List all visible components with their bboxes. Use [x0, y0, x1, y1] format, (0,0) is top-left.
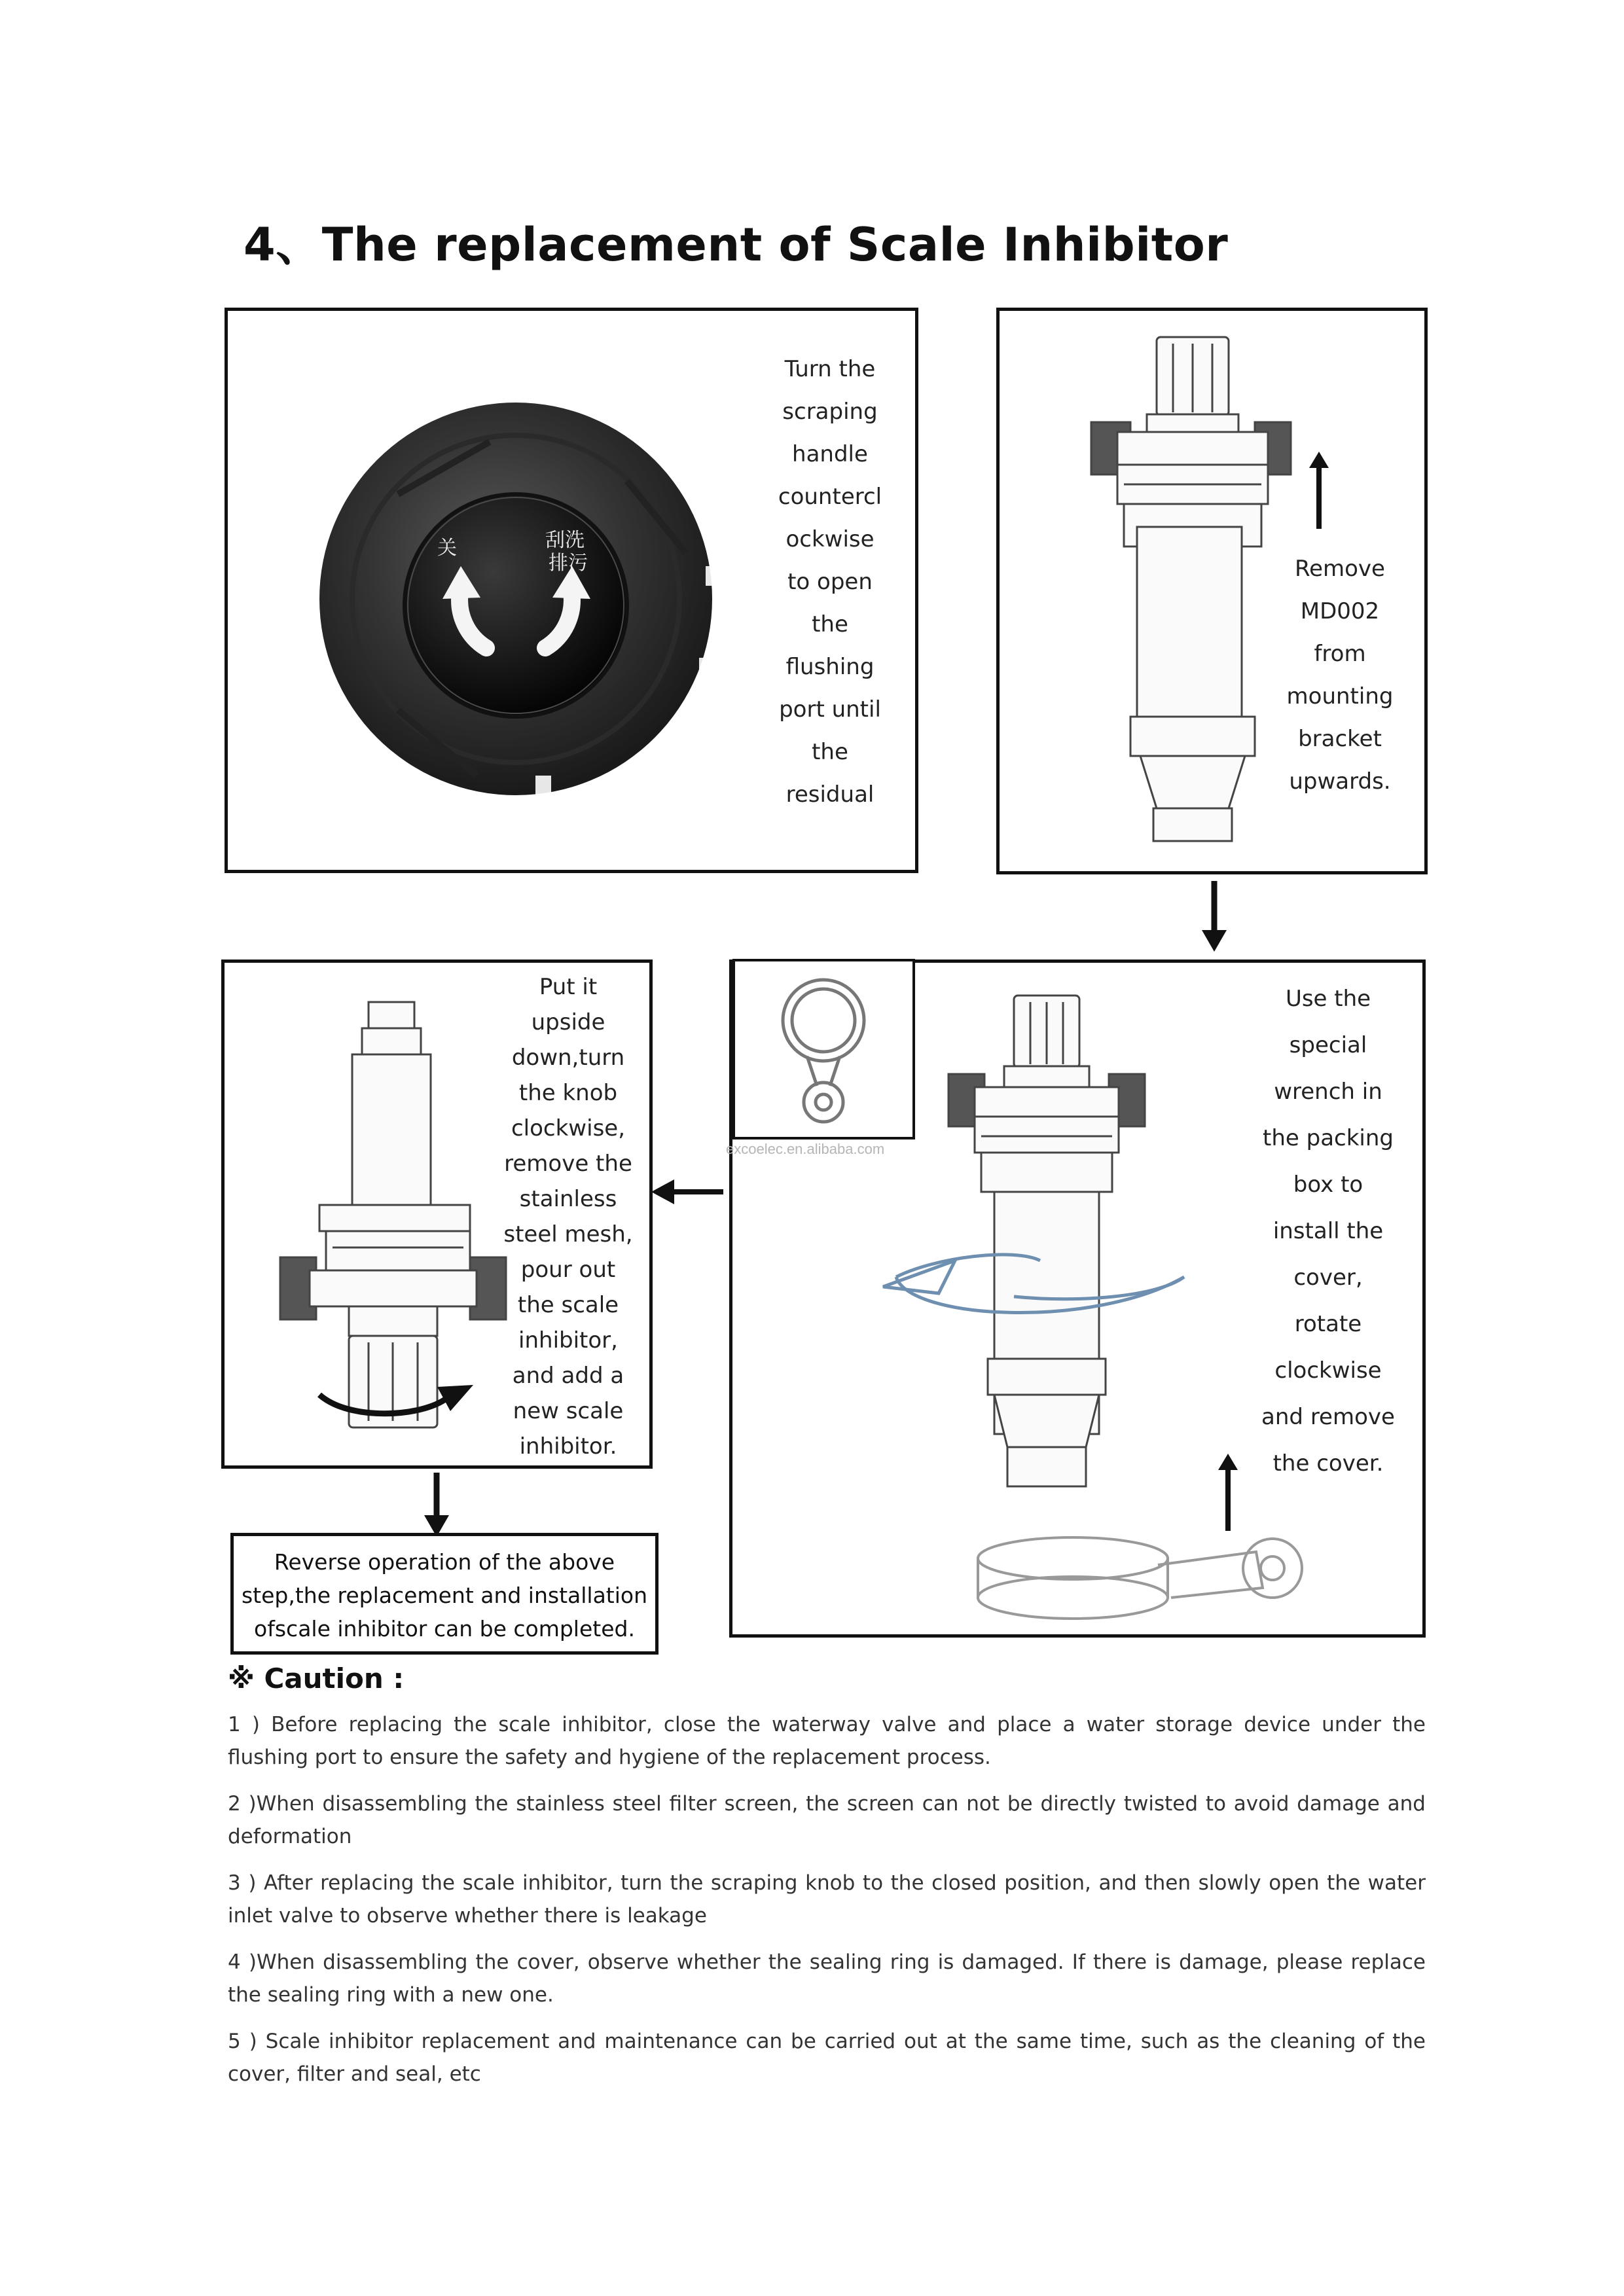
caution-item: 5 ) Scale inhibitor replacement and maintenance can be carried out at the same time, such as the cleaning of the cover, filter and seal, etc	[228, 2030, 1426, 2086]
page-title: 4、The replacement of Scale Inhibitor	[244, 218, 1229, 272]
instruction-line: down,turn	[511, 1045, 625, 1071]
instruction-line: scraping	[782, 399, 878, 425]
clockwise-arrow-icon	[316, 1382, 473, 1427]
instruction-line: Put it	[539, 974, 598, 1000]
instruction-line: special	[1289, 1032, 1367, 1058]
instruction-line: upwards.	[1289, 768, 1391, 795]
instruction-line: Turn the	[784, 356, 876, 382]
watermark-text: excoelec.en.alibaba.com	[726, 1141, 885, 1157]
step3-instructions	[1256, 976, 1400, 1487]
instruction-line: the packing	[1263, 1125, 1394, 1151]
instruction-line: Use the	[1285, 986, 1371, 1012]
wrench-on-cover-drawing	[975, 1526, 1315, 1630]
step1-instructions	[771, 348, 889, 816]
instruction-line: pour out	[520, 1257, 616, 1283]
instruction-line: clockwise,	[511, 1115, 626, 1141]
left-arrow-icon	[651, 1179, 723, 1204]
instruction-line: scale inhibitor can be completed.	[274, 1616, 635, 1641]
filter-assembly-drawing	[1078, 331, 1301, 848]
step4-panel	[221, 960, 653, 1469]
instruction-line: and remove	[1261, 1404, 1395, 1430]
wrench-icon	[755, 975, 892, 1125]
instruction-line: MD002	[1300, 598, 1380, 624]
instruction-line: remove the	[504, 1151, 632, 1177]
instruction-line: cover,	[1293, 1265, 1363, 1291]
instruction-line: the cover.	[1272, 1450, 1384, 1477]
instruction-line: upside	[531, 1009, 605, 1035]
reverse-note-text	[234, 1545, 655, 1645]
instruction-line: to open	[787, 569, 873, 595]
instruction-line: stainless	[519, 1186, 617, 1212]
up-arrow-icon	[1309, 452, 1329, 530]
step3-panel	[726, 960, 1426, 1638]
svg-text:刮洗: 刮洗	[545, 529, 585, 552]
caution-item: 3 ) After replacing the scale inhibitor, turn the scraping knob to the closed position, and then slowly open the water inlet valve to observe whether there is leakage	[228, 1871, 1426, 1928]
caution-item: 4 )When disassembling the cover, observe whether the sealing ring is damaged. If there is damage, please replace the sealing ring with a new one.	[228, 1950, 1426, 2007]
instruction-line: Reverse operation of the above step,	[241, 1549, 615, 1608]
instruction-line: the replacement and installation of	[254, 1583, 648, 1641]
step2-panel	[996, 308, 1428, 874]
step2-instructions	[1281, 548, 1399, 803]
instruction-line: wrench in	[1274, 1079, 1382, 1105]
instruction-line: new scale	[513, 1398, 624, 1424]
instruction-line: clockwise	[1274, 1357, 1382, 1384]
instruction-line: and add a	[512, 1363, 624, 1389]
caution-item: 2 )When disassembling the stainless steel filter screen, the screen can not be directly twisted to avoid damage and deformation	[228, 1792, 1426, 1848]
instruction-line: the	[812, 739, 848, 765]
instruction-line: box to	[1293, 1172, 1363, 1198]
instruction-line: ockwise	[785, 526, 875, 552]
instruction-line: the scale	[517, 1292, 619, 1318]
down-arrow-icon	[1202, 881, 1227, 953]
step1-panel	[225, 308, 918, 873]
instruction-line: the knob	[518, 1080, 618, 1106]
step4-instructions	[499, 969, 637, 1464]
instruction-line: steel mesh,	[503, 1221, 633, 1247]
filter-assembly-rotation-drawing	[883, 989, 1210, 1617]
instruction-line: the	[812, 611, 848, 637]
caution-item: 1 ) Before replacing the scale inhibitor, close the waterway valve and place a water storage device under the flushing port to ensure the safety and hygiene of the replacement process.	[228, 1713, 1426, 1769]
svg-text:排污: 排污	[549, 552, 588, 575]
caution-heading: ※ Caution :	[228, 1662, 405, 1695]
instruction-line: from	[1314, 641, 1366, 667]
instruction-line: residual	[785, 781, 875, 808]
instruction-line: handle	[792, 441, 868, 467]
inverted-filter-drawing	[274, 996, 509, 1447]
instruction-line: countercl	[778, 484, 882, 510]
instruction-line: port until	[779, 696, 881, 723]
instruction-line: Remove	[1295, 556, 1385, 582]
instruction-line: inhibitor,	[518, 1327, 618, 1354]
scraping-knob-photo	[319, 383, 738, 802]
instruction-line: inhibitor.	[519, 1433, 617, 1460]
down-arrow-icon	[424, 1473, 449, 1538]
knob-label-close: 关	[437, 537, 457, 560]
instruction-line: install the	[1272, 1218, 1384, 1244]
instruction-line: rotate	[1294, 1311, 1362, 1337]
reverse-note-box	[230, 1533, 659, 1655]
caution-list	[228, 1708, 1426, 2104]
instruction-line: bracket	[1298, 726, 1382, 752]
up-arrow-icon	[1218, 1454, 1238, 1532]
instruction-line: flushing	[785, 654, 875, 680]
instruction-line: mounting	[1286, 683, 1394, 709]
